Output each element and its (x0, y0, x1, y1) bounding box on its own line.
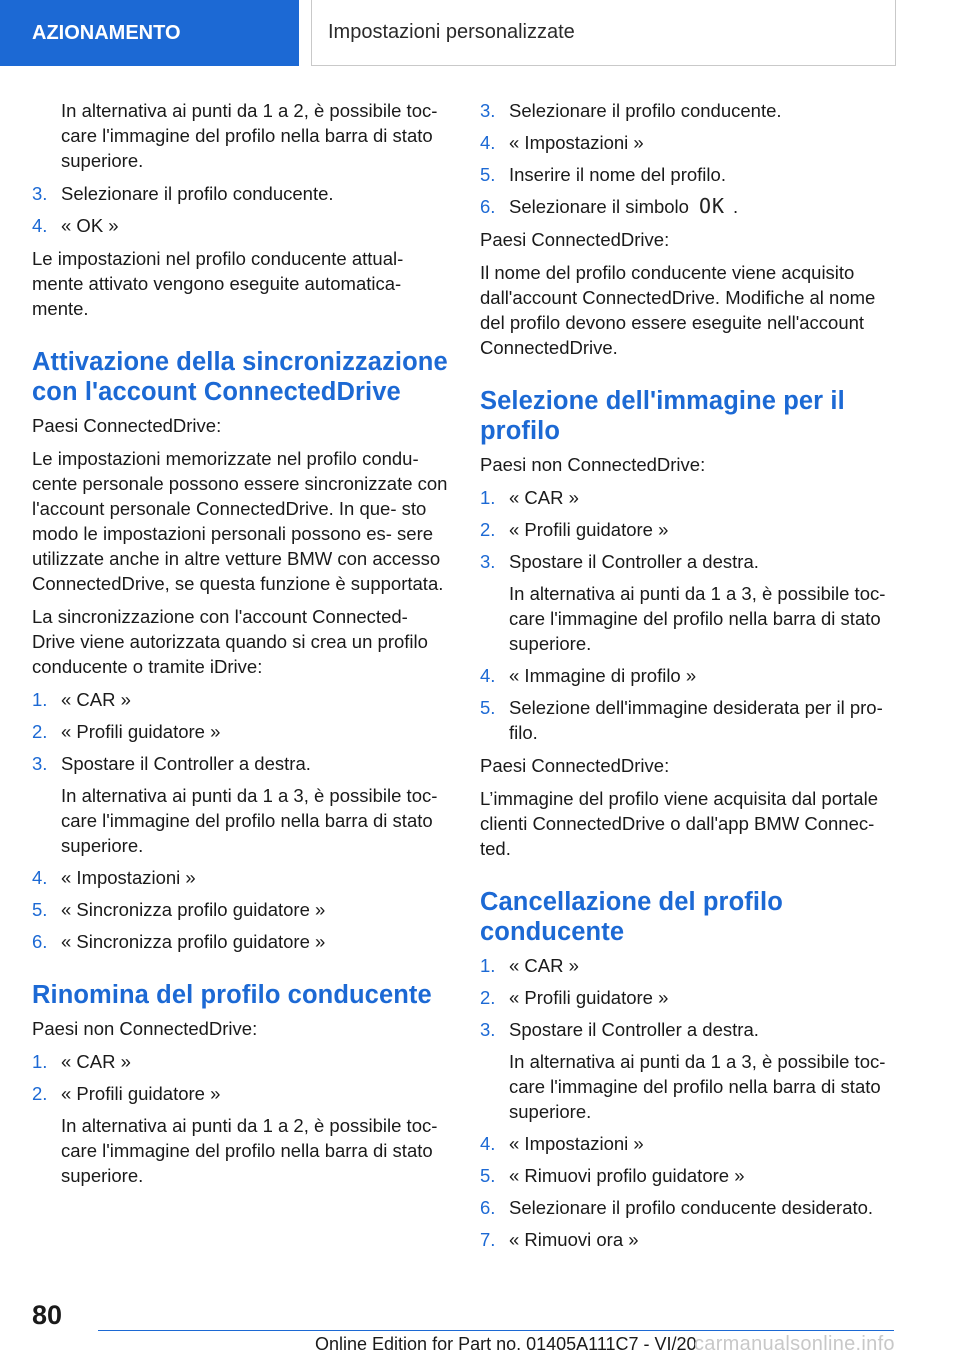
intro-paragraph: Le impostazioni nel profilo conducente attual- mente attivato vengono eseguite automatica- mente. (32, 248, 404, 319)
step-note: In alternativa ai punti da 1 a 3, è possibile toc- care l'immagine del profilo nella barra di stato superiore. (509, 1051, 886, 1122)
country-label: Paesi non ConnectedDrive: (480, 454, 706, 475)
list-item (480, 1227, 896, 1252)
step-number: 4. (32, 867, 48, 888)
step-number: 2. (480, 519, 496, 540)
step-number: 3. (480, 100, 496, 121)
step-text: Selezionare il simbolo (509, 196, 689, 217)
list-item (480, 985, 896, 1010)
intro-steps (32, 181, 448, 238)
list-item (32, 181, 448, 206)
step-number: 3. (480, 551, 496, 572)
list-item (480, 130, 896, 155)
step-text: « Sincronizza profilo guidatore » (61, 931, 326, 952)
step-text: Inserire il nome del profilo. (509, 164, 726, 185)
step-suffix: . (733, 196, 739, 217)
list-item (32, 929, 448, 954)
page-number: 80 (32, 1300, 63, 1330)
step-text: « Impostazioni » (509, 132, 644, 153)
section-heading-delete: Cancellazione del profilo conducente (480, 888, 783, 946)
list-item (480, 549, 896, 656)
list-item (480, 194, 896, 219)
step-number: 1. (480, 955, 496, 976)
step-number: 7. (480, 1229, 496, 1250)
step-text: « Impostazioni » (509, 1133, 644, 1154)
list-item (32, 719, 448, 744)
country-label: Paesi ConnectedDrive: (480, 755, 670, 776)
step-text: Spostare il Controller a destra. (509, 1019, 759, 1040)
section-heading-sync: Attivazione della sincronizzazione con l'account ConnectedDrive (32, 348, 448, 406)
list-item (480, 695, 896, 745)
step-number: 3. (32, 183, 48, 204)
step-text: Selezionare il profilo conducente. (61, 183, 334, 204)
image-steps (480, 485, 896, 745)
sync-steps (32, 687, 448, 954)
section-heading-image: Selezione dell'immagine per il profilo (480, 387, 845, 445)
list-item (32, 751, 448, 858)
step-number: 1. (32, 689, 48, 710)
chapter-title: Impostazioni personalizzate (311, 0, 896, 66)
step-number: 6. (480, 1197, 496, 1218)
step-text: « Rimuovi profilo guidatore » (509, 1165, 745, 1186)
step-text: Selezionare il profilo conducente. (509, 100, 782, 121)
country-label: Paesi ConnectedDrive: (32, 415, 222, 436)
sync-paragraph-1: Le impostazioni memorizzate nel profilo condu- cente personale possono essere sincronizzate con l'account personale ConnectedDrive. In que- sto modo le impostazioni personali possono es- sere utilizzate anche in altre vetture BMW con accesso ConnectedDrive, se questa funzione è supportata. (32, 448, 448, 594)
step-number: 4. (480, 1133, 496, 1154)
step-text: Selezionare il profilo conducente desiderato. (509, 1197, 874, 1218)
list-item (32, 687, 448, 712)
image-paragraph: L’immagine del profilo viene acquisita dal portale clienti ConnectedDrive o dall'app BMW Connec- ted. (480, 788, 878, 859)
list-item (32, 897, 448, 922)
intro-continuation: In alternativa ai punti da 1 a 2, è possibile toc- care l'immagine del profilo nella barra di stato superiore. (61, 100, 438, 171)
list-item (480, 953, 896, 978)
sync-paragraph-2: La sincronizzazione con l'account Connected- Drive viene autorizzata quando si crea un profilo conducente o tramite iDrive: (32, 606, 428, 677)
step-number: 2. (32, 721, 48, 742)
step-number: 2. (32, 1083, 48, 1104)
rename-steps-continued (480, 98, 896, 219)
step-number: 4. (32, 215, 48, 236)
ok-symbol-icon: OK (698, 194, 726, 218)
step-note: In alternativa ai punti da 1 a 3, è possibile toc- care l'immagine del profilo nella barra di stato superiore. (509, 583, 886, 654)
step-text: « CAR » (509, 955, 579, 976)
step-note: In alternativa ai punti da 1 a 2, è possibile toc- care l'immagine del profilo nella barra di stato superiore. (61, 1115, 438, 1186)
step-text: « Profili guidatore » (509, 519, 669, 540)
step-number: 5. (32, 899, 48, 920)
step-text: « Profili guidatore » (61, 1083, 221, 1104)
step-text: « OK » (61, 215, 119, 236)
step-text: Spostare il Controller a destra. (61, 753, 311, 774)
footer-divider (98, 1330, 894, 1331)
step-note: In alternativa ai punti da 1 a 3, è possibile toc- care l'immagine del profilo nella barra di stato superiore. (61, 785, 438, 856)
step-number: 5. (480, 164, 496, 185)
list-item (480, 1195, 896, 1220)
step-number: 4. (480, 665, 496, 686)
step-number: 5. (480, 1165, 496, 1186)
country-label: Paesi non ConnectedDrive: (32, 1018, 258, 1039)
step-number: 2. (480, 987, 496, 1008)
delete-steps (480, 953, 896, 1252)
list-item (32, 1081, 448, 1188)
step-number: 4. (480, 132, 496, 153)
right-column (480, 98, 896, 1260)
footer-edition: Online Edition for Part no. 01405A111C7 - VI/20 (315, 1334, 697, 1354)
step-text: « CAR » (509, 487, 579, 508)
step-text: « Impostazioni » (61, 867, 196, 888)
watermark: carmanualsonline.info (694, 1333, 895, 1355)
step-text: « Immagine di profilo » (509, 665, 697, 686)
step-text: « Rimuovi ora » (509, 1229, 639, 1250)
step-number: 6. (32, 931, 48, 952)
step-number: 3. (480, 1019, 496, 1040)
left-column (32, 98, 448, 1196)
step-text: Spostare il Controller a destra. (509, 551, 759, 572)
step-text: « CAR » (61, 1051, 131, 1072)
list-item (480, 1131, 896, 1156)
list-item (32, 1049, 448, 1074)
step-number: 3. (32, 753, 48, 774)
step-number: 6. (480, 196, 496, 217)
step-number: 1. (32, 1051, 48, 1072)
rename-paragraph: Il nome del profilo conducente viene acquisito dall'account ConnectedDrive. Modifiche al nome del profilo devono essere eseguite nell'account ConnectedDrive. (480, 262, 876, 358)
list-item (32, 865, 448, 890)
step-text: Selezione dell'immagine desiderata per il pro- filo. (509, 697, 883, 743)
list-item (480, 517, 896, 542)
list-item (480, 485, 896, 510)
step-number: 1. (480, 487, 496, 508)
step-text: « Profili guidatore » (509, 987, 669, 1008)
country-label: Paesi ConnectedDrive: (480, 229, 670, 250)
step-text: « Profili guidatore » (61, 721, 221, 742)
step-text: « Sincronizza profilo guidatore » (61, 899, 326, 920)
list-item (480, 162, 896, 187)
list-item (480, 1017, 896, 1124)
list-item (480, 663, 896, 688)
step-number: 5. (480, 697, 496, 718)
section-tab: AZIONAMENTO (0, 0, 299, 66)
rename-steps (32, 1049, 448, 1188)
list-item (480, 98, 896, 123)
page-header (0, 0, 960, 68)
step-text: « CAR » (61, 689, 131, 710)
list-item (32, 213, 448, 238)
section-heading-rename: Rinomina del profilo conducente (32, 981, 432, 1009)
list-item (480, 1163, 896, 1188)
